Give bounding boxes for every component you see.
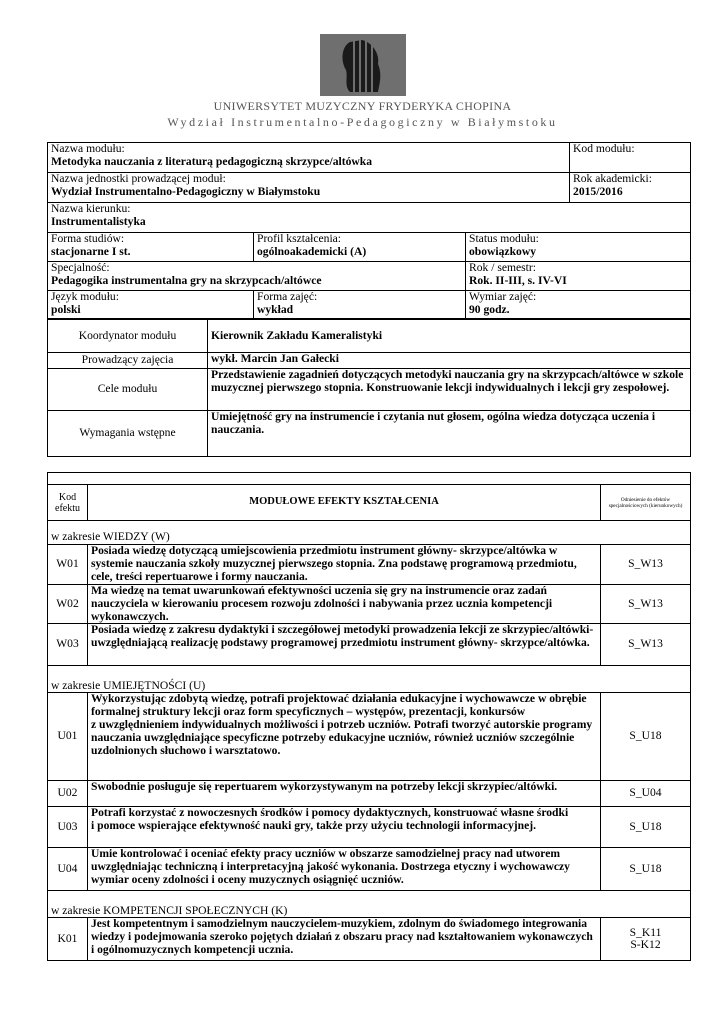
outcome-reference: S_U18 (601, 807, 691, 848)
profile-label: Profil kształcenia: (257, 232, 342, 245)
outcome-row (48, 585, 691, 624)
module-details-table (47, 319, 691, 457)
goals: Przedstawienie zagadnień dotyczących metodyki nauczania gry na skrzypcach/altówce w szkole muzycznej pierwszego stopnia. Konstruowanie lekcji indywidualnych i lekcji gry zespołowej. (208, 369, 691, 411)
semester-cell (466, 262, 691, 291)
language-cell (48, 291, 254, 319)
module-name-label: Nazwa modułu: (51, 142, 125, 155)
outcome-code: K01 (48, 918, 88, 961)
outcome-code: W03 (48, 624, 88, 666)
language-label: Język modułu: (51, 290, 119, 303)
outcome-code: U02 (48, 781, 88, 807)
academic-year-label: Rok akademicki: (573, 172, 652, 185)
module-code-label: Kod modułu: (573, 142, 635, 155)
profile: ogólnoakademicki (A) (257, 244, 367, 258)
outcomes-title: MODUŁOWE EFEKTY KSZTAŁCENIA (88, 485, 601, 521)
outcome-text: Wykorzystując zdobytą wiedzę, potrafi projektować działania edukacyjne i wychowawcze w obrębie formalnej struktury lekcji oraz form specyficznych – występów, prezentacji, konkursów z uwzględnieniem indywidualnych możliwości i potrzeb uczniów. Potrafi tworzyć autorskie programy nauczania uwzględniające specyficzne potrzeby edukacyjne uczniów, również uczniów szczególnie uzdolnionych słuchowo i warsztatowo. (88, 693, 601, 781)
unit-name: Wydział Instrumentalno-Pedagogiczny w Białymstoku (51, 184, 321, 198)
reference-header: Odniesienie do efektów specjalnościowych (kierunkowych) (601, 485, 691, 521)
outcome-row (48, 693, 691, 781)
hours: 90 godz. (469, 302, 510, 316)
teacher-label: Prowadzący zajęcia (48, 353, 208, 369)
specialty-label: Specjalność: (51, 261, 110, 274)
outcome-reference: S_U18 (601, 848, 691, 891)
faculty-name: Wydział Instrumentalno-Pedagogiczny w Białymstoku (167, 115, 558, 129)
coordinator-label: Koordynator modułu (48, 320, 208, 353)
field-cell (48, 203, 691, 233)
field-name: Instrumentalistyka (51, 214, 146, 228)
outcome-code: W02 (48, 585, 88, 624)
module-name: Metodyka nauczania z literaturą pedagogiczną skrzypce/altówka (51, 154, 373, 168)
status-label: Status modułu: (469, 232, 539, 245)
outcome-code: W01 (48, 545, 88, 585)
university-name: UNIWERSYTET MUZYCZNY FRYDERYKA CHOPINA (213, 99, 512, 113)
module-code-cell (570, 143, 691, 173)
field-label: Nazwa kierunku: (51, 202, 131, 215)
outcome-reference: S_W13 (601, 545, 691, 585)
hours-label: Wymiar zajęć: (469, 290, 537, 303)
outcome-row (48, 918, 691, 961)
module-info-table (47, 142, 691, 319)
outcome-code: U03 (48, 807, 88, 848)
university-logo (320, 34, 406, 96)
outcome-row (48, 848, 691, 891)
academic-year-cell (570, 173, 691, 203)
status: obowiązkowy (469, 244, 536, 258)
class-form-cell (254, 291, 466, 319)
unit-label: Nazwa jednostki prowadzącej moduł: (51, 172, 226, 185)
teacher: wykł. Marcin Jan Gałecki (208, 353, 691, 369)
class-form: wykład (257, 302, 294, 316)
requirements-label: Wymagania wstępne (48, 411, 208, 457)
outcome-reference: S_W13 (601, 585, 691, 624)
semester: Rok. II-III, s. IV-VI (469, 273, 567, 287)
outcome-row (48, 545, 691, 585)
outcome-text: Potrafi korzystać z nowoczesnych środków i pomocy dydaktycznych, konstruować własne środki i pomoce wspierające efektywność nauki gry, także przy użyciu technologii informacyjnej. (88, 807, 601, 848)
outcome-text: Swobodnie posługuje się repertuarem wykorzystywanym na potrzeby lekcji skrzypiec/altówki. (88, 781, 601, 807)
outcome-code: U01 (48, 693, 88, 781)
knowledge-section-title: w zakresie WIEDZY (W) (48, 521, 691, 545)
outcome-row (48, 807, 691, 848)
outcome-code: U04 (48, 848, 88, 891)
class-form-label: Forma zajęć: (257, 290, 318, 303)
outcome-reference: S_U04 (601, 781, 691, 807)
language: polski (51, 302, 81, 316)
specialty: Pedagogika instrumentalna gry na skrzypcach/altówce (51, 273, 322, 287)
code-header: Kod efektu (48, 485, 88, 521)
competences-section-title: w zakresie KOMPETENCJI SPOŁECZNYCH (K) (48, 891, 691, 918)
outcome-reference: S_K11 S-K12 (601, 918, 691, 961)
outcome-text: Posiada wiedzę dotyczącą umiejscowienia przedmiotu instrument główny- skrzypce/altówka w systemie nauczania szkoły muzycznej pierwszego stopnia. Zna podstawę programową przedmiotu, cele, treści repertuarowe i formy nauczania. (88, 545, 601, 585)
status-cell (466, 233, 691, 262)
outcome-text: Ma wiedzę na temat uwarunkowań efektywności uczenia się gry na instrumencie oraz zadań nauczyciela w kierowaniu procesem rozwoju zdolności i nabywania przez ucznia kompetencji wykonawczych. (88, 585, 601, 624)
study-form: stacjonarne I st. (51, 244, 131, 258)
outcome-row (48, 624, 691, 666)
hours-cell (466, 291, 691, 319)
study-form-cell (48, 233, 254, 262)
specialty-cell (48, 262, 466, 291)
outcome-text: Posiada wiedzę z zakresu dydaktyki i szczegółowej metodyki prowadzenia lekcji ze skrzypiec/altówki- uwzględniającą realizację podstawy programowej przedmiotu instrument główny- skrzypce/altówka. (88, 624, 601, 666)
outcome-text: Umie kontrolować i oceniać efekty pracy uczniów w obszarze samodzielnej pracy nad utworem uwzględniając techniczną i interpretacyjną jakość wykonania. Dostrzega etyczny i wychowawczy wymiar oceny zdolności i oceny muzycznych osiągnięć uczniów. (88, 848, 601, 891)
requirements: Umiejętność gry na instrumencie i czytania nut głosem, ogólna wiedza dotycząca uczenia i nauczania. (208, 411, 691, 457)
outcomes-table (47, 472, 691, 961)
semester-label: Rok / semestr: (469, 261, 536, 274)
outcome-row (48, 781, 691, 807)
coordinator: Kierownik Zakładu Kameralistyki (208, 320, 691, 353)
unit-cell (48, 173, 570, 203)
study-form-label: Forma studiów: (51, 232, 125, 245)
outcome-text: Jest kompetentnym i samodzielnym nauczycielem-muzykiem, zdolnym do świadomego integrowania wiedzy i podejmowania szeroko pojętych działań z obszaru pracy nad kształtowaniem wykonawczych i ogólnomuzycznych kompetencji ucznia. (88, 918, 601, 961)
goals-label: Cele modułu (48, 369, 208, 411)
spacer-row (48, 473, 691, 485)
academic-year: 2015/2016 (573, 184, 623, 198)
profile-cell (254, 233, 466, 262)
outcome-reference: S_W13 (601, 624, 691, 666)
module-name-cell (48, 143, 570, 173)
skills-section-title: w zakresie UMIEJĘTNOŚCI (U) (48, 666, 691, 693)
outcome-reference: S_U18 (601, 693, 691, 781)
